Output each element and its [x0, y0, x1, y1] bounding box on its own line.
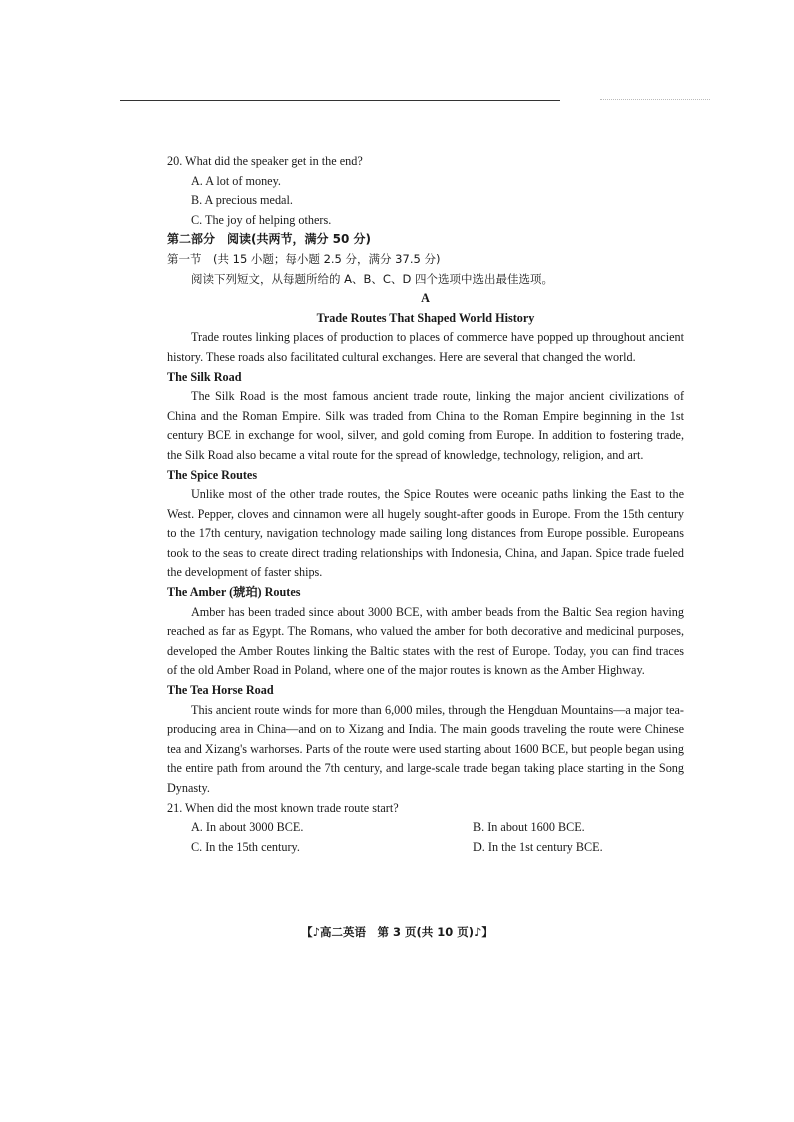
header-rule-faint — [600, 99, 710, 100]
section-heading-silk-road: The Silk Road — [167, 369, 242, 384]
question-21-stem: 21. When did the most known trade route start? — [167, 800, 399, 815]
part-2-title: 第二部分 阅读(共两节，满分 50 分) — [167, 232, 372, 247]
exam-page — [167, 152, 684, 857]
question-20-option-b: B. A precious medal. — [191, 193, 293, 208]
question-21-option-a: A. In about 3000 BCE. — [191, 820, 304, 835]
question-21-options — [167, 818, 684, 857]
section-text-tea-horse-road: This ancient route winds for more than 6,000 miles, through the Hengduan Mountains—a major tea-producing area in China—and on to Xizang and India. The main goods traveling the route were Chinese tea and Xizang's warhorses. Parts of the route were used starting about 1600 BCE, but people began using the entire path from around the 7th century, and large-scale trade began taking place starting in the Song Dynasty. — [167, 702, 684, 795]
question-20-stem: 20. What did the speaker get in the end? — [167, 154, 363, 168]
question-21-option-d: D. In the 1st century BCE. — [473, 839, 603, 854]
section-heading-amber-routes: The Amber (琥珀) Routes — [167, 585, 301, 600]
section-1-title: 第一节 (共 15 小题；每小题 2.5 分，满分 37.5 分) — [167, 251, 441, 266]
section-text-silk-road: The Silk Road is the most famous ancient trade route, linking the major ancient civilizations of China and the Roman Empire. Silk was traded from China to the Roman Empire beginning in the 1st century BCE in exchange for wool, silver, and gold coming from Europe. In addition to fostering trade, the Silk Road also became a vital route for the spread of knowledge, technology, religion, and art. — [167, 389, 684, 462]
page-footer: 【♪高二英语 第 3 页(共 10 页)♪】 — [301, 925, 493, 939]
section-text-amber-routes: Amber has been traded since about 3000 BCE, with amber beads from the Baltic Sea region having reached as far as Egypt. The Romans, who valued the amber for both decorative and medicinal purposes, developed the Amber Routes linking the Baltic states with the rest of Europe. Today, you can find traces of the old Amber Road in Poland, where one of the major routes is known as the Amber Highway. — [167, 604, 684, 678]
passage-letter: A — [421, 291, 430, 306]
header-rule — [120, 100, 560, 101]
question-20-option-c: C. The joy of helping others. — [191, 212, 332, 227]
section-heading-tea-horse-road: The Tea Horse Road — [167, 683, 274, 698]
passage-intro: Trade routes linking places of production to places of commerce have popped up throughout ancient history. These roads also facilitated cultural exchanges. Here are several that changed the world. — [167, 330, 684, 364]
question-21-option-b: B. In about 1600 BCE. — [473, 820, 585, 835]
question-21 — [167, 799, 684, 858]
question-20 — [167, 152, 684, 230]
section-text-spice-routes: Unlike most of the other trade routes, the Spice Routes were oceanic paths linking the East to the West. Pepper, cloves and cinnamon were all hugely sought-after goods in Europe. From the 15th century to the 17th century, navigation technology made sailing long distances from Europe possible. Europeans took to the seas to create direct trading relationships with Indonesia, China, and Japan. Spice trade fueled the development of faster ships. — [167, 487, 684, 580]
passage-title: Trade Routes That Shaped World History — [316, 310, 535, 325]
question-20-option-a: A. A lot of money. — [191, 173, 281, 188]
reading-instruction: 阅读下列短文，从每题所给的 A、B、C、D 四个选项中选出最佳选项。 — [191, 271, 553, 286]
section-heading-spice-routes: The Spice Routes — [167, 467, 258, 482]
question-21-option-c: C. In the 15th century. — [191, 839, 300, 854]
